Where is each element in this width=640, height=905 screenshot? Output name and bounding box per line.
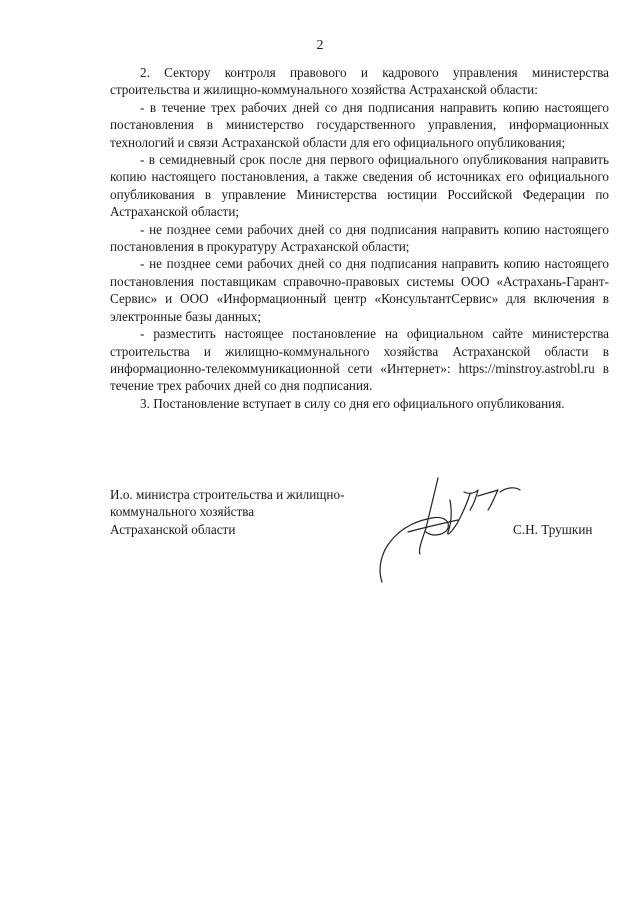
page-number: 2 — [316, 38, 324, 53]
handwritten-signature — [360, 470, 530, 585]
signer-title-line: Астраханской области — [110, 521, 236, 537]
signer-title-line: коммунального хозяйства — [110, 504, 255, 520]
signer-title-line: И.о. министра строительства и жилищно- — [110, 487, 345, 502]
paragraph-bullet-legal-systems: - не позднее семи рабочих дней со дня подписания направить копию настоящего постановления поставщикам справочно-правовых системы ООО «Астрахань-Гарант-Сервис» и ООО «Информационный центр «КонсультантСервис» для включения в электронные базы данных; — [110, 256, 609, 324]
paragraph-item-3: 3. Постановление вступает в силу со дня его официального опубликования. — [140, 395, 565, 411]
paragraph-bullet-publication: - в течение трех рабочих дней со дня подписания направить копию настоящего постановления в министерство государственного управления, информационных технологий и связи Астраханской области для его официального опубликования; — [110, 99, 609, 150]
paragraph-bullet-prosecutor: - не позднее семи рабочих дней со дня подписания направить копию настоящего постановления в прокуратуру Астраханской области; — [110, 221, 609, 255]
paragraph-bullet-website: - разместить настоящее постановление на официальном сайте министерства строительства и жилищно-коммунального хозяйства Астраханской области в информационно-телекоммуникационной сети «Интернет»: https://minstroy.astrobl.ru в течение трех рабочих дней со дня подписания. — [110, 326, 609, 394]
paragraph-item-2: 2. Сектору контроля правового и кадрового управления министерства строительства и жилищно-коммунального хозяйства Астраханской области: — [110, 65, 609, 98]
document-body — [110, 64, 609, 412]
signer-name: С.Н. Трушкин — [513, 522, 593, 537]
paragraph-bullet-justice: - в семидневный срок после дня первого официального опубликования направить копию настоящего постановления, а также сведения об источниках его официального опубликования в управление Министерства юстиции Российской Федерации по Астраханской области; — [110, 152, 609, 220]
